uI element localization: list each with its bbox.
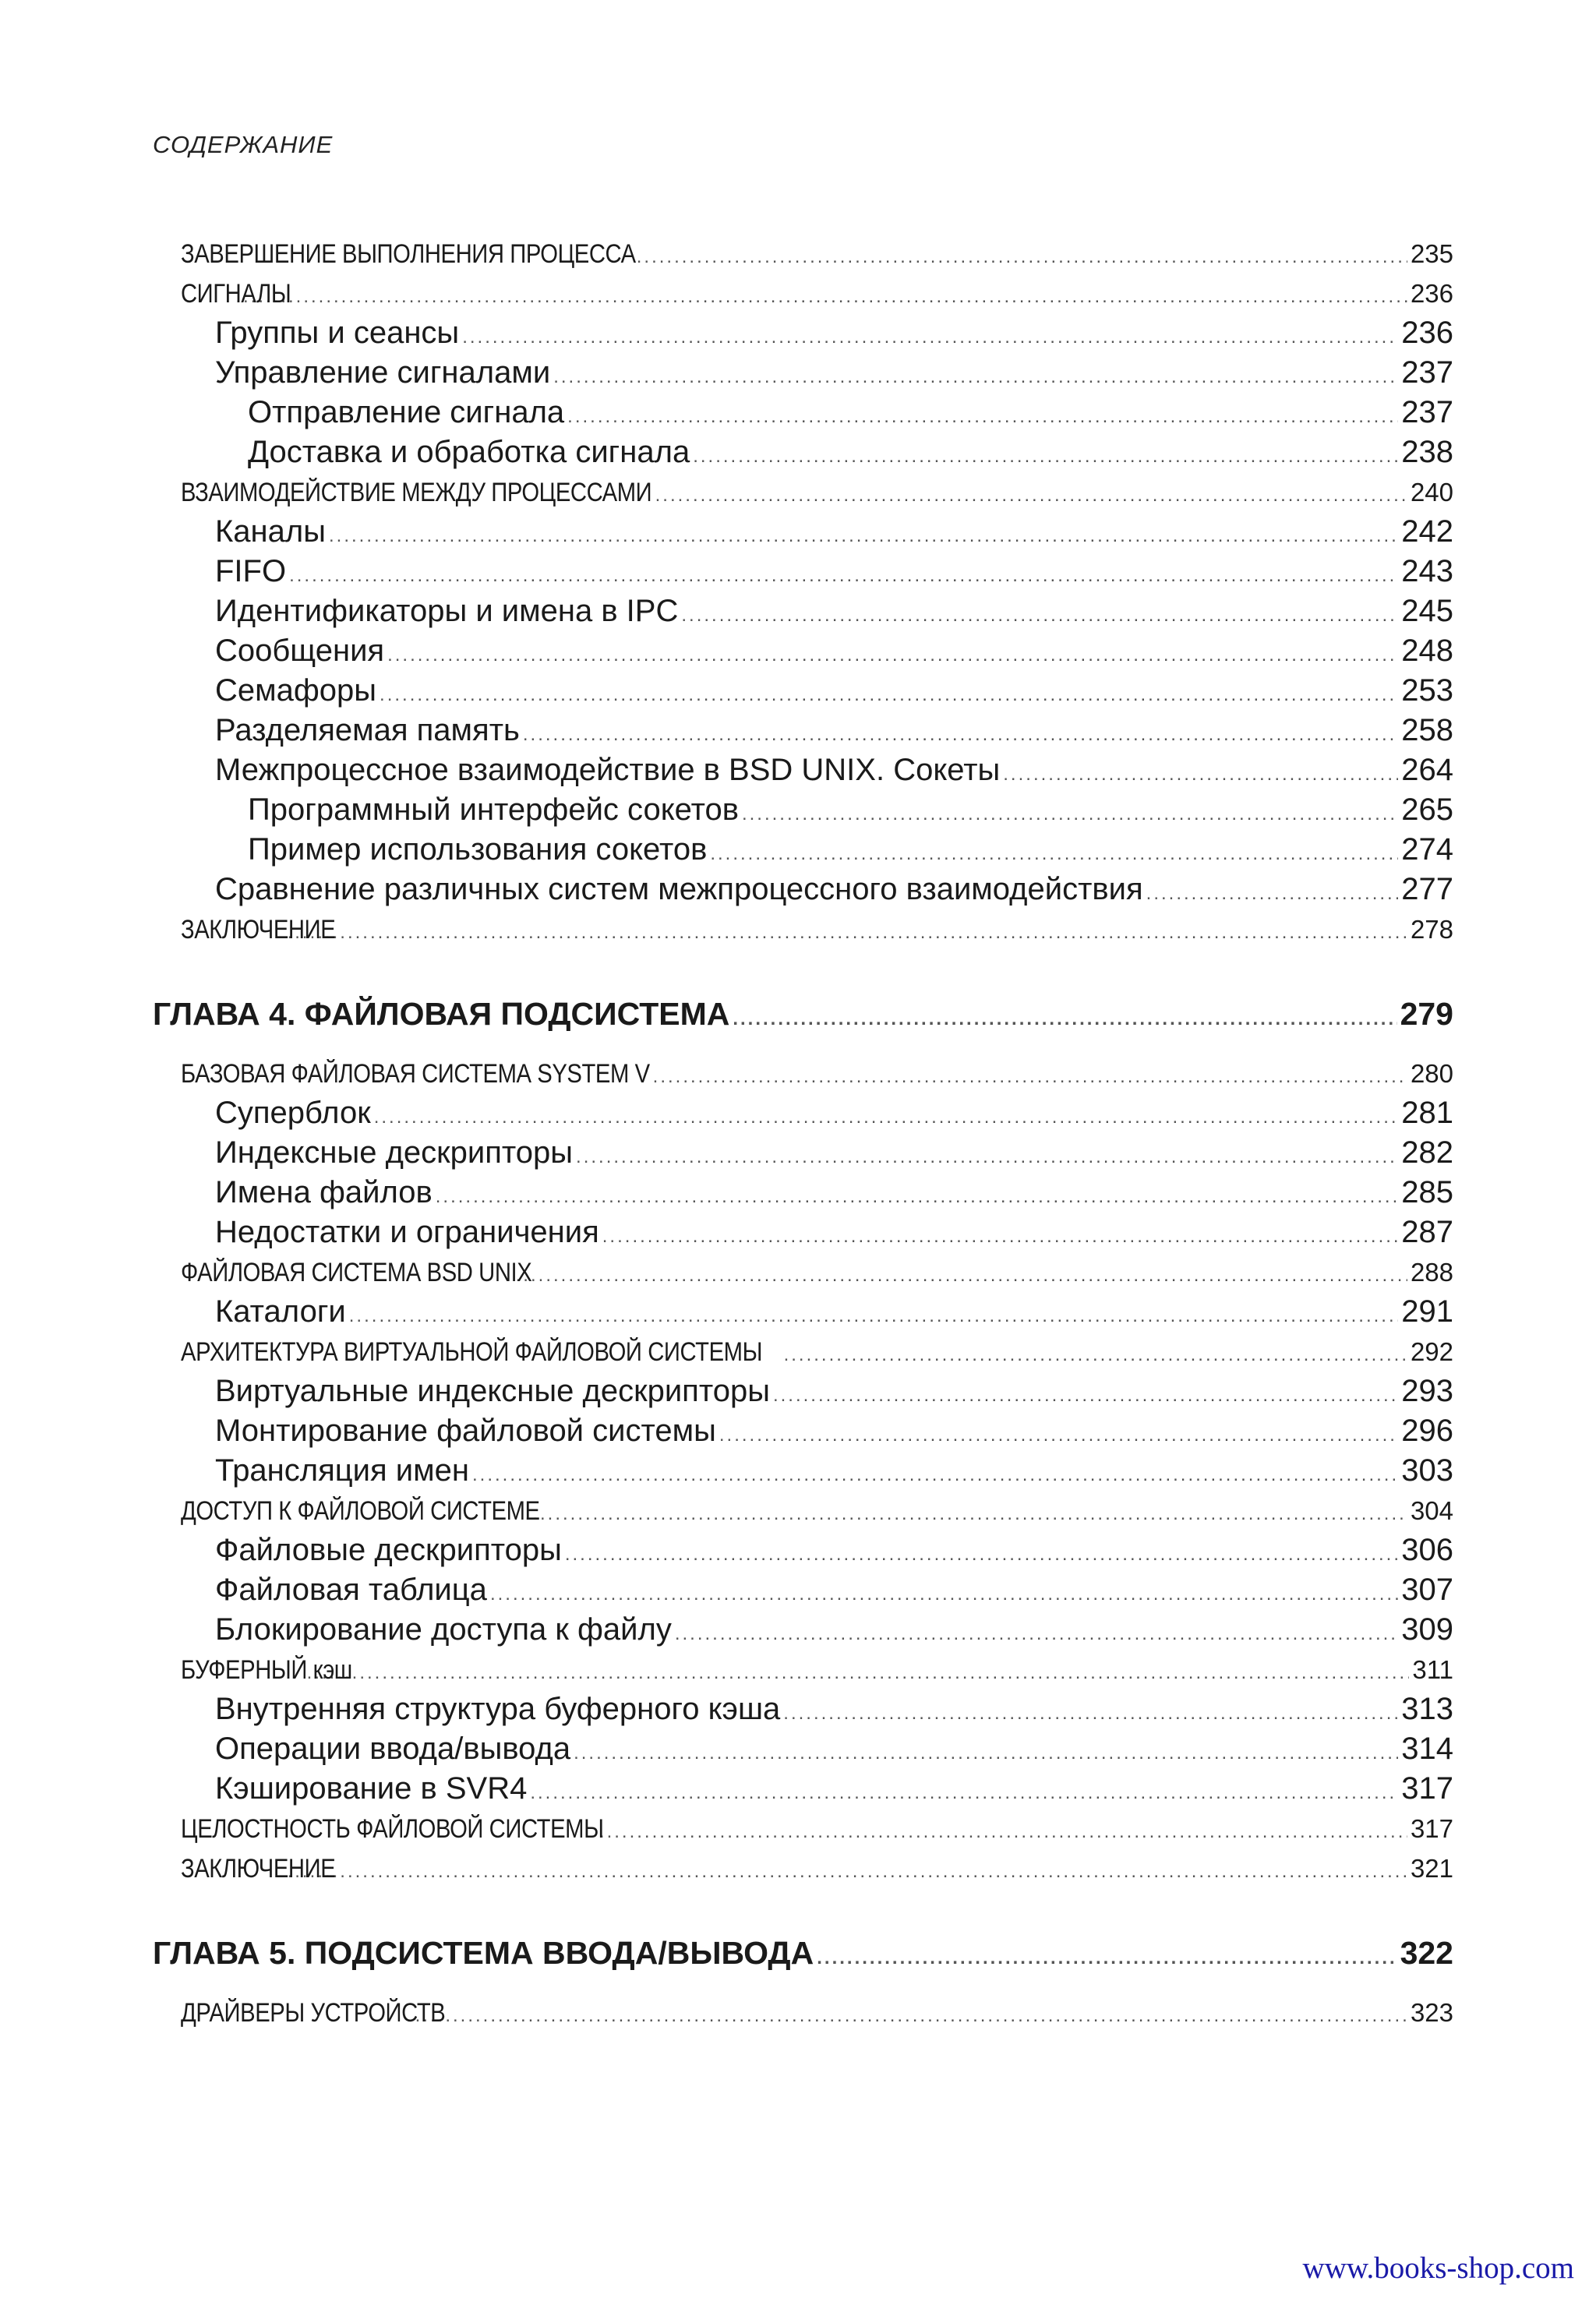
toc-entry-title: ДРАЙВЕРЫ УСТРОЙСТВ — [181, 1998, 446, 2028]
toc-entry-title: ГЛАВА 5. ПОДСИСТЕМА ВВОДА/ВЫВОДА — [153, 1935, 814, 1971]
toc-entry-title: Межпроцессное взаимодействие в BSD UNIX. Сокеты — [215, 753, 1001, 787]
toc-entry-page-number: 240 — [1410, 478, 1453, 507]
toc-entry-page-number: 258 — [1401, 713, 1453, 747]
toc-entry-title: ЗАВЕРШЕНИЕ ВЫПОЛНЕНИЯ ПРОЦЕССА — [181, 239, 636, 269]
dot-leader — [1003, 754, 1398, 794]
toc-entry[interactable] — [181, 1054, 1453, 1093]
toc-entry-page-number: 304 — [1410, 1496, 1453, 1525]
toc-entry[interactable] — [181, 313, 1453, 353]
toc-entry-title: ЗАКЛЮЧЕНИЕ — [181, 915, 336, 944]
toc-entry[interactable] — [181, 711, 1453, 750]
toc-entry[interactable] — [181, 552, 1453, 591]
toc-entry-title: Отправление сигнала — [248, 395, 565, 429]
dot-leader — [288, 913, 1407, 952]
toc-entry[interactable] — [181, 1252, 1453, 1292]
toc-entry-page-number: 277 — [1401, 872, 1453, 906]
toc-entry-title: Группы и сеансы — [215, 316, 460, 350]
running-head: СОДЕРЖАНИЕ — [153, 131, 334, 158]
dot-leader — [719, 1415, 1398, 1455]
dot-leader — [574, 1733, 1398, 1773]
toc-entry[interactable] — [181, 790, 1453, 830]
toc-entry[interactable] — [181, 353, 1453, 393]
toc-entry-page-number: 313 — [1401, 1692, 1453, 1726]
toc-entry-page-number: 303 — [1401, 1453, 1453, 1488]
dot-leader — [655, 475, 1407, 515]
toc-entry[interactable] — [181, 870, 1453, 909]
dot-leader — [693, 436, 1398, 476]
toc-entry[interactable] — [181, 1411, 1453, 1451]
table-of-contents — [153, 234, 1453, 2032]
toc-entry[interactable] — [181, 830, 1453, 870]
toc-chapter-heading[interactable] — [153, 990, 1453, 1038]
toc-entry-page-number: 296 — [1401, 1414, 1453, 1448]
toc-entry-page-number: 282 — [1401, 1135, 1453, 1170]
dot-leader — [675, 1614, 1398, 1654]
toc-entry-page-number: 235 — [1410, 239, 1453, 268]
toc-entry-title: ФАЙЛОВАЯ СИСТЕМА BSD UNIX — [181, 1258, 532, 1287]
toc-entry-page-number: 309 — [1401, 1612, 1453, 1647]
dot-leader — [733, 995, 1396, 1043]
toc-entry-page-number: 288 — [1410, 1258, 1453, 1287]
toc-entry-page-number: 243 — [1401, 554, 1453, 588]
toc-entry-title: ЗАКЛЮЧЕНИЕ — [181, 1854, 336, 1884]
toc-entry-title: Недостатки и ограничения — [215, 1215, 599, 1249]
toc-entry-page-number: 293 — [1401, 1374, 1453, 1408]
toc-entry-page-number: 279 — [1400, 996, 1453, 1032]
dot-leader — [553, 357, 1398, 397]
toc-entry[interactable] — [181, 1531, 1453, 1570]
dot-leader — [387, 635, 1398, 675]
dot-leader — [289, 556, 1398, 595]
footer-website-link[interactable]: www.books-shop.com — [1302, 2251, 1574, 2285]
dot-leader — [462, 317, 1398, 357]
dot-leader — [288, 1852, 1407, 1891]
toc-entry-page-number: 242 — [1401, 514, 1453, 549]
toc-entry-title: Имена файлов — [215, 1175, 433, 1209]
toc-entry[interactable] — [181, 1332, 1453, 1372]
toc-entry-title: ВЗАИМОДЕЙСТВИЕ МЕЖДУ ПРОЦЕССАМИ — [181, 478, 652, 507]
dot-leader — [307, 1653, 1410, 1693]
toc-entry-page-number: 274 — [1401, 832, 1453, 867]
toc-entry[interactable] — [181, 1993, 1453, 2032]
toc-entry[interactable] — [181, 1570, 1453, 1610]
toc-entry-title: Каналы — [215, 514, 326, 549]
toc-entry-title: Доставка и обработка сигнала — [248, 435, 690, 469]
dot-leader — [516, 1255, 1407, 1295]
dot-leader — [783, 1693, 1398, 1733]
toc-entry-page-number: 321 — [1410, 1854, 1453, 1883]
dot-leader — [710, 834, 1398, 874]
toc-entry[interactable] — [181, 274, 1453, 313]
toc-entry-page-number: 292 — [1410, 1337, 1453, 1366]
toc-entry[interactable] — [181, 1093, 1453, 1133]
toc-entry[interactable] — [181, 1133, 1453, 1173]
toc-entry-title: БАЗОВАЯ ФАЙЛОВАЯ СИСТЕМА SYSTEM V — [181, 1059, 650, 1089]
toc-entry-page-number: 245 — [1401, 594, 1453, 628]
dot-leader — [742, 794, 1398, 834]
toc-entry[interactable] — [181, 433, 1453, 472]
toc-entry-title: Разделяемая память — [215, 713, 520, 747]
toc-entry[interactable] — [181, 1213, 1453, 1252]
toc-entry-page-number: 236 — [1401, 316, 1453, 350]
dot-leader — [681, 595, 1398, 635]
dot-leader — [565, 1534, 1398, 1574]
toc-entry-title: Монтирование файловой системы — [215, 1414, 716, 1448]
toc-entry-page-number: 280 — [1410, 1059, 1453, 1088]
toc-entry-title: Файловая таблица — [215, 1573, 487, 1607]
dot-leader — [523, 715, 1398, 754]
toc-entry-page-number: 278 — [1410, 915, 1453, 944]
toc-entry-page-number: 311 — [1412, 1655, 1453, 1684]
toc-entry[interactable] — [181, 1451, 1453, 1491]
toc-entry[interactable] — [181, 1372, 1453, 1411]
dot-leader — [329, 516, 1398, 556]
toc-entry[interactable] — [181, 1848, 1453, 1888]
toc-entry-title: ЦЕЛОСТНОСТЬ ФАЙЛОВОЙ СИСТЕМЫ — [181, 1814, 604, 1844]
dot-leader — [567, 397, 1398, 436]
dot-leader — [817, 1934, 1396, 1982]
toc-entry[interactable] — [181, 393, 1453, 433]
dot-leader — [637, 237, 1407, 277]
dot-leader — [374, 1097, 1399, 1137]
toc-entry-page-number: 236 — [1410, 279, 1453, 308]
toc-entry-title: Пример использования сокетов — [248, 832, 708, 867]
toc-entry-title: Блокирование доступа к файлу — [215, 1612, 672, 1647]
toc-entry[interactable] — [181, 1650, 1453, 1689]
toc-entry-page-number: 264 — [1401, 753, 1453, 787]
toc-entry-title: Индексные дескрипторы — [215, 1135, 574, 1170]
toc-entry-page-number: 287 — [1401, 1215, 1453, 1249]
toc-entry-title: Семафоры — [215, 673, 377, 708]
toc-entry-title: БУФЕРНЫЙ кэш — [181, 1655, 352, 1685]
toc-entry-title: Каталоги — [215, 1294, 346, 1329]
dot-leader — [525, 1494, 1407, 1534]
toc-entry-title: СИГНАЛЫ — [181, 279, 291, 309]
toc-entry-title: Виртуальные индексные дескрипторы — [215, 1374, 770, 1408]
toc-entry-page-number: 317 — [1401, 1771, 1453, 1806]
toc-entry[interactable] — [181, 631, 1453, 671]
toc-entry-page-number: 317 — [1410, 1814, 1453, 1843]
toc-entry-page-number: 291 — [1401, 1294, 1453, 1329]
toc-entry-page-number: 237 — [1401, 395, 1453, 429]
toc-entry-title: ДОСТУП К ФАЙЛОВОЙ СИСТЕМЕ — [181, 1496, 540, 1526]
toc-entry-title: FIFO — [215, 554, 287, 588]
toc-entry-title: Внутренняя структура буферного кэша — [215, 1692, 781, 1726]
dot-leader — [380, 675, 1398, 715]
toc-entry-title: Сообщения — [215, 634, 385, 668]
toc-entry[interactable] — [181, 234, 1453, 274]
toc-entry-title: АРХИТЕКТУРА ВИРТУАЛЬНОЙ ФАЙЛОВОЙ СИСТЕМЫ — [181, 1337, 763, 1367]
toc-entry-page-number: 238 — [1401, 435, 1453, 469]
toc-entry-page-number: 265 — [1401, 793, 1453, 827]
toc-entry-page-number: 306 — [1401, 1533, 1453, 1567]
dot-leader — [472, 1455, 1398, 1495]
toc-entry-title: Программный интерфейс сокетов — [248, 793, 739, 827]
toc-entry[interactable] — [181, 1292, 1453, 1332]
dot-leader — [490, 1574, 1398, 1614]
toc-entry-title: Суперблок — [215, 1096, 371, 1130]
toc-entry[interactable] — [181, 671, 1453, 711]
toc-entry-page-number: 248 — [1401, 634, 1453, 668]
toc-entry-page-number: 322 — [1400, 1935, 1453, 1971]
toc-entry-title: Сравнение различных систем межпроцессного взаимодействия — [215, 872, 1143, 906]
toc-entry[interactable] — [181, 1809, 1453, 1848]
toc-entry-page-number: 323 — [1410, 1998, 1453, 2027]
dot-leader — [530, 1773, 1398, 1813]
toc-chapter-heading[interactable] — [153, 1929, 1453, 1977]
dot-leader — [235, 277, 1407, 316]
toc-entry[interactable] — [181, 1173, 1453, 1213]
toc-entry-title: Файловые дескрипторы — [215, 1533, 562, 1567]
toc-entry-page-number: 314 — [1401, 1732, 1453, 1766]
toc-entry-title: Идентификаторы и имена в IPC — [215, 594, 679, 628]
toc-entry[interactable] — [181, 1610, 1453, 1650]
dot-leader — [784, 1335, 1407, 1375]
toc-entry[interactable] — [181, 1729, 1453, 1769]
toc-entry[interactable] — [181, 591, 1453, 631]
dot-leader — [576, 1137, 1398, 1177]
toc-entry[interactable] — [181, 1769, 1453, 1809]
dot-leader — [349, 1296, 1398, 1336]
dot-leader — [602, 1216, 1398, 1256]
toc-entry-page-number: 253 — [1401, 673, 1453, 708]
toc-entry-page-number: 237 — [1401, 355, 1453, 390]
dot-leader — [415, 1996, 1407, 2035]
toc-entry-title: Операции ввода/вывода — [215, 1732, 571, 1766]
dot-leader — [599, 1812, 1407, 1852]
toc-entry[interactable] — [181, 512, 1453, 552]
dot-leader — [653, 1057, 1407, 1096]
toc-entry[interactable] — [181, 1689, 1453, 1729]
toc-entry-page-number: 307 — [1401, 1573, 1453, 1607]
toc-entry[interactable] — [181, 1491, 1453, 1531]
toc-entry[interactable] — [181, 750, 1453, 790]
toc-entry-title: Кэширование в SVR4 — [215, 1771, 528, 1806]
toc-entry[interactable] — [181, 472, 1453, 512]
toc-entry-title: ГЛАВА 4. ФАЙЛОВАЯ ПОДСИСТЕМА — [153, 996, 730, 1032]
toc-entry-title: Управление сигналами — [215, 355, 551, 390]
toc-entry[interactable] — [181, 909, 1453, 949]
dot-leader — [773, 1375, 1398, 1415]
toc-entry-page-number: 281 — [1401, 1096, 1453, 1130]
toc-entry-page-number: 285 — [1401, 1175, 1453, 1209]
toc-entry-title: Трансляция имен — [215, 1453, 469, 1488]
dot-leader — [1146, 874, 1399, 913]
dot-leader — [436, 1177, 1399, 1216]
